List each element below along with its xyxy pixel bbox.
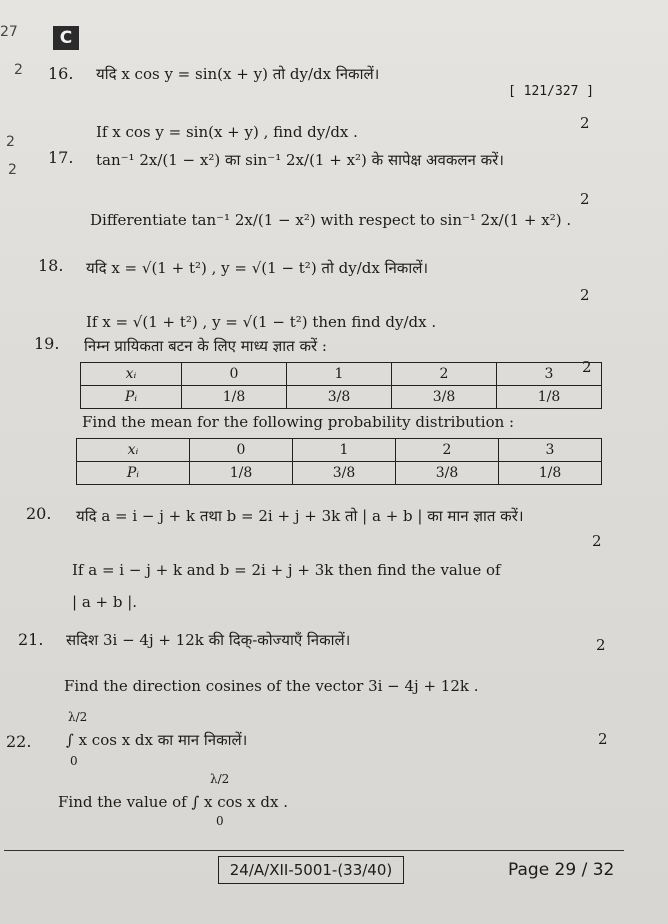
question-16-english: If x cos y = sin(x + y) , find dy/dx .	[96, 123, 358, 141]
question-20-hindi: यदि a = i − j + k तथा b = 2i + j + 3k तो | a + b | का मान ज्ञात करें।	[76, 507, 524, 525]
margin-note: 2	[14, 62, 23, 78]
marks: 2	[582, 358, 592, 376]
footer-rule	[4, 850, 624, 851]
marks: 2	[596, 636, 606, 654]
table-cell: 1/8	[182, 386, 287, 409]
question-19-english: Find the mean for the following probability distribution :	[82, 413, 515, 431]
question-16-hindi: यदि x cos y = sin(x + y) तो dy/dx निकालें।	[96, 65, 380, 83]
integral-lower-limit: 0	[216, 814, 224, 828]
table-cell: 2	[396, 439, 499, 462]
integral-lower-limit: 0	[70, 754, 78, 768]
question-number: 19.	[34, 334, 60, 353]
table-cell: 3/8	[293, 462, 396, 485]
section-badge: C	[53, 26, 79, 50]
question-17-english: Differentiate tan⁻¹ 2x/(1 − x²) with respect to sin⁻¹ 2x/(1 + x²) .	[90, 211, 572, 229]
table-cell: 2	[392, 363, 497, 386]
table-cell: 0	[190, 439, 293, 462]
row-label: Pᵢ	[81, 386, 182, 409]
row-label: Pᵢ	[77, 462, 190, 485]
footer-paper-code: 24/A/XII-5001-(33/40)	[218, 856, 404, 884]
question-20-english-line1: If a = i − j + k and b = 2i + j + 3k then find the value of	[72, 561, 501, 579]
question-number: 17.	[48, 148, 74, 167]
marks: 2	[598, 730, 608, 748]
table-cell: 1	[293, 439, 396, 462]
question-21-hindi: सदिश 3i − 4j + 12k की दिक्-कोज्याएँ निकालें।	[66, 631, 351, 649]
margin-note: 27	[0, 24, 18, 40]
row-label: xᵢ	[81, 363, 182, 386]
question-number: 16.	[48, 64, 74, 83]
marks: 2	[592, 532, 602, 550]
table-cell: 1	[287, 363, 392, 386]
table-cell: 3/8	[287, 386, 392, 409]
question-21-english: Find the direction cosines of the vector 3i − 4j + 12k .	[64, 677, 479, 695]
table-cell: 3/8	[392, 386, 497, 409]
margin-note: 2	[8, 162, 17, 178]
integral-upper-limit: λ/2	[68, 710, 88, 724]
paper-code: [ 121/327 ]	[508, 84, 595, 99]
table-cell: 1/8	[497, 386, 602, 409]
question-22-english: Find the value of ∫ x cos x dx .	[58, 793, 288, 811]
table-row	[77, 462, 602, 485]
question-number: 21.	[18, 630, 44, 649]
table-row	[81, 386, 602, 409]
table-cell: 3/8	[396, 462, 499, 485]
table-row	[81, 363, 602, 386]
question-number: 18.	[38, 256, 64, 275]
table-cell: 0	[182, 363, 287, 386]
question-number: 22.	[6, 732, 32, 751]
page-number: Page 29 / 32	[508, 860, 615, 880]
marks: 2	[580, 114, 590, 132]
table-row	[77, 439, 602, 462]
table-cell: 1/8	[190, 462, 293, 485]
table-cell: 3	[497, 363, 602, 386]
table-cell: 1/8	[499, 462, 602, 485]
marks: 2	[580, 286, 590, 304]
probability-table-english	[76, 438, 602, 485]
question-18-english: If x = √(1 + t²) , y = √(1 − t²) then find dy/dx .	[86, 313, 437, 331]
question-20-english-line2: | a + b |.	[72, 593, 138, 611]
integral-upper-limit: λ/2	[210, 772, 230, 786]
question-22-hindi: ∫ x cos x dx का मान निकालें।	[66, 731, 248, 749]
question-19-hindi: निम्न प्रायिकता बटन के लिए माध्य ज्ञात करें :	[84, 337, 327, 355]
question-17-hindi: tan⁻¹ 2x/(1 − x²) का sin⁻¹ 2x/(1 + x²) के सापेक्ष अवकलन करें।	[96, 151, 504, 169]
margin-note: 2	[6, 134, 15, 150]
row-label: xᵢ	[77, 439, 190, 462]
question-number: 20.	[26, 504, 52, 523]
table-cell: 3	[499, 439, 602, 462]
question-18-hindi: यदि x = √(1 + t²) , y = √(1 − t²) तो dy/dx निकालें।	[86, 259, 429, 277]
marks: 2	[580, 190, 590, 208]
probability-table-hindi	[80, 362, 602, 409]
